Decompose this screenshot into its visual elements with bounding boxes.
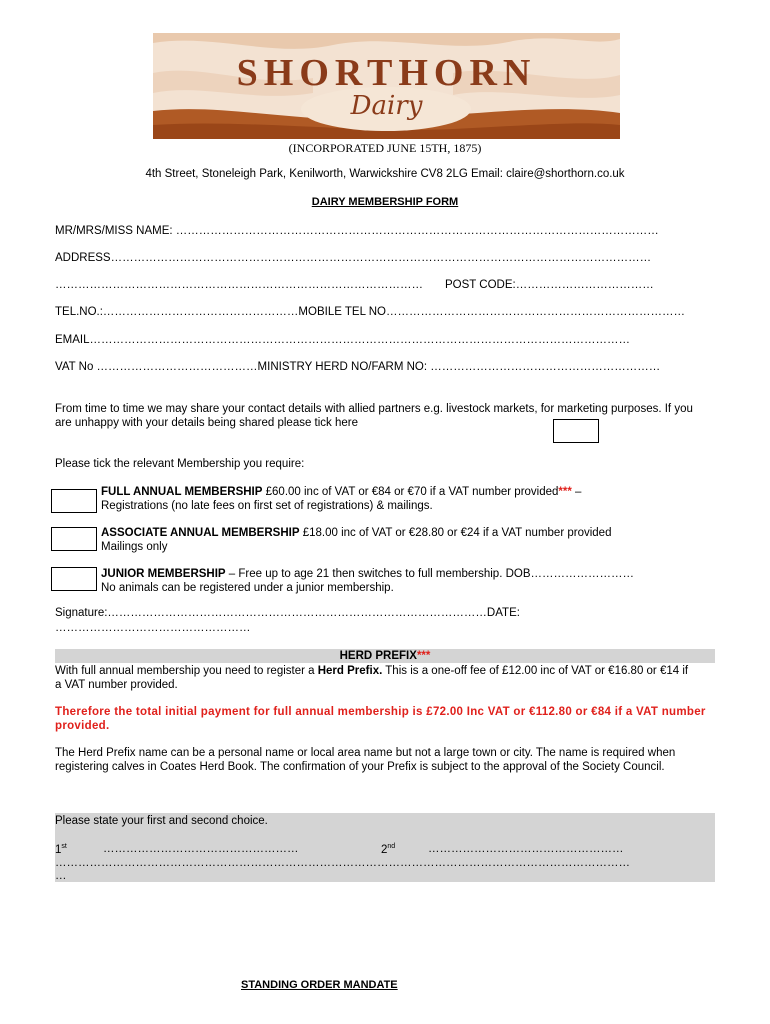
associate-membership-title: ASSOCIATE ANNUAL MEMBERSHIP [101, 527, 300, 539]
first-choice-suffix: st [61, 843, 67, 850]
second-choice-number: 2 [381, 843, 388, 856]
vat-herd-field[interactable]: VAT No ……………………………………MINISTRY HERD NO/FARM NO: …………………………………………………… [55, 361, 661, 373]
sharing-optout-checkbox[interactable] [553, 419, 599, 443]
associate-membership-option [101, 526, 721, 554]
second-choice-label [381, 843, 395, 856]
sharing-consent-text: From time to time we may share your contact details with allied partners e.g. livestock markets, for marketing purposes. If you are unhappy with your details being shared please tick here [55, 403, 693, 429]
full-membership-option [101, 485, 721, 513]
herd-prefix-rules: The Herd Prefix name can be a personal name or local area name but not a large town or city. The name is required when registering calves in Coates Herd Book. The confirmation of your Prefix is subject to the approval of the Society Council. [55, 747, 676, 773]
second-choice-suffix: nd [387, 843, 396, 850]
signature-continuation[interactable]: …………………………………………… [55, 622, 251, 634]
incorporated-line: (INCORPORATED JUNE 15TH, 1875) [288, 141, 482, 155]
full-membership-checkbox[interactable] [51, 489, 97, 513]
logo-subtitle: Dairy [350, 91, 423, 121]
first-choice-field[interactable]: …………………………………………… [103, 843, 299, 855]
junior-membership-text[interactable]: – Free up to age 21 then switches to full membership. DOB……………………… [225, 568, 635, 580]
address-line2-field[interactable]: …………………………………………………………………………………… [55, 279, 423, 291]
herd-prefix-title: HERD PREFIX [339, 650, 417, 662]
junior-membership-checkbox[interactable] [51, 567, 97, 591]
total-payment-notice: Therefore the total initial payment for full annual membership is £72.00 Inc VAT or €112.80 or €84 if a VAT number provided. [55, 706, 706, 732]
junior-membership-option [101, 567, 721, 595]
junior-membership-details: No animals can be registered under a junior membership. [101, 582, 394, 594]
email-field[interactable]: EMAIL…………………………………………………………………………………………………………………………… [55, 334, 631, 346]
name-field[interactable]: MR/MRS/MISS NAME: ……………………………………………………………………………………………………………… [55, 225, 659, 237]
herd-prefix-intro-b: This is a one-off fee of £12.00 inc of VAT or €16.80 or €14 if a VAT number provided. [55, 665, 689, 691]
telephone-field[interactable]: TEL.NO.:……………………………………………MOBILE TEL NO…………………………………………………………………… [55, 306, 685, 318]
first-choice-number: 1 [55, 843, 62, 856]
full-membership-title: FULL ANNUAL MEMBERSHIP [101, 486, 263, 498]
shorthorn-dairy-logo [153, 33, 620, 139]
associate-membership-price: £18.00 inc of VAT or €28.80 or €24 if a VAT number provided [299, 527, 612, 539]
signature-date-field[interactable]: Signature:………………………………………………………………………………………DATE: [55, 607, 520, 619]
full-membership-details: Registrations (no late fees on first set of registrations) & mailings. [101, 500, 433, 512]
herd-prefix-intro-a: With full annual membership you need to register a [55, 665, 318, 677]
full-membership-dash: – [571, 486, 582, 498]
herd-prefix-intro [55, 664, 695, 692]
postcode-field[interactable]: POST CODE:……………………………… [445, 279, 654, 291]
address-field[interactable]: ADDRESS…………………………………………………………………………………………………………………………… [55, 252, 652, 264]
herd-prefix-heading [0, 649, 770, 663]
membership-prompt: Please tick the relevant Membership you require: [55, 458, 305, 470]
choice-continuation-end: … [55, 870, 67, 882]
society-address: 4th Street, Stoneleigh Park, Kenilworth, Warwickshire CV8 2LG Email: claire@shorthorn.co.uk [145, 168, 625, 180]
full-membership-price: £60.00 inc of VAT or €84 or €70 if a VAT number provided [262, 486, 559, 498]
full-membership-stars: *** [558, 486, 572, 498]
standing-order-heading: STANDING ORDER MANDATE [241, 979, 398, 991]
logo-wordmark: SHORTHORN [236, 52, 537, 94]
associate-membership-checkbox[interactable] [51, 527, 97, 551]
herd-prefix-intro-bold: Herd Prefix. [317, 665, 383, 677]
first-choice-label [55, 843, 67, 856]
junior-membership-title: JUNIOR MEMBERSHIP [101, 568, 226, 580]
associate-membership-details: Mailings only [101, 541, 168, 553]
second-choice-field[interactable]: …………………………………………… [428, 843, 624, 855]
choice-continuation-line[interactable]: …………………………………………………………………………………………………………………………………… [55, 857, 630, 869]
prefix-choice-prompt: Please state your first and second choice. [55, 815, 268, 827]
form-title: DAIRY MEMBERSHIP FORM [311, 196, 459, 208]
herd-prefix-stars: *** [416, 650, 431, 662]
